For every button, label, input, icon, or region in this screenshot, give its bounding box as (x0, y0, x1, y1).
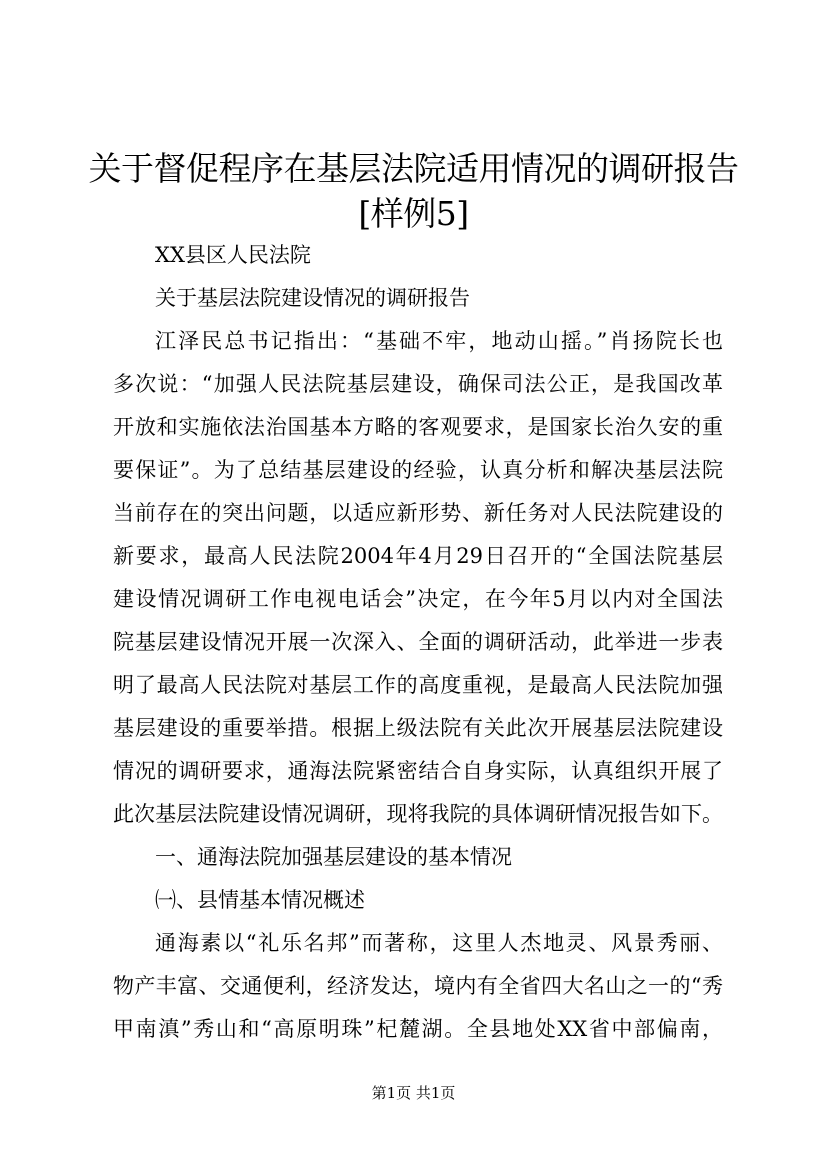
subsection-heading: ㈠、县情基本情况概述 (155, 888, 365, 912)
body-text-line: 要保证”。为了总结基层建设的经验，认真分析和解决基层法院 (113, 458, 723, 482)
body-text-line: 情况的调研要求，通海法院紧密结合自身实际，认真组织开展了 (113, 759, 723, 783)
section-heading: 一、通海法院加强基层建设的基本情况 (155, 845, 512, 869)
page-footer: 第1页 共1页 (371, 1084, 456, 1102)
body-text-line: 通海素以“礼乐名邦”而著称，这里人杰地灵、风景秀丽、 (155, 931, 723, 955)
document-title-sample-number: [样例5] (358, 194, 469, 233)
body-text-line: 当前存在的突出问题，以适应新形势、新任务对人民法院建设的 (113, 501, 723, 525)
body-text-line: 此次基层法院建设情况调研，现将我院的具体调研情况报告如下。 (113, 802, 723, 826)
body-text-line: 物产丰富、交通便利，经济发达，境内有全省四大名山之一的“秀 (113, 974, 723, 998)
body-text-line: 多次说：“加强人民法院基层建设，确保司法公正，是我国改革 (113, 372, 723, 396)
body-text-line: 甲南滇”秀山和“高原明珠”杞麓湖。全县地处XX省中部偏南， (113, 1017, 723, 1041)
body-text-line: 新要求，最高人民法院2004年4月29日召开的“全国法院基层 (113, 544, 723, 568)
court-name-line: XX县区人民法院 (155, 243, 311, 267)
body-text-line: 建设情况调研工作电视电话会”决定，在今年5月以内对全国法 (113, 587, 723, 611)
document-title: 关于督促程序在基层法院适用情况的调研报告 (88, 149, 739, 188)
body-text-line: 院基层建设情况开展一次深入、全面的调研活动，此举进一步表 (113, 630, 723, 654)
body-text-line: 基层建设的重要举措。根据上级法院有关此次开展基层法院建设 (113, 716, 723, 740)
body-text-line: 江泽民总书记指出：“基础不牢，地动山摇。”肖扬院长也 (155, 329, 723, 353)
body-text-line: 明了最高人民法院对基层工作的高度重视，是最高人民法院加强 (113, 673, 723, 697)
body-text-line: 开放和实施依法治国基本方略的客观要求，是国家长治久安的重 (113, 415, 723, 439)
report-subtitle-line: 关于基层法院建设情况的调研报告 (155, 286, 470, 310)
